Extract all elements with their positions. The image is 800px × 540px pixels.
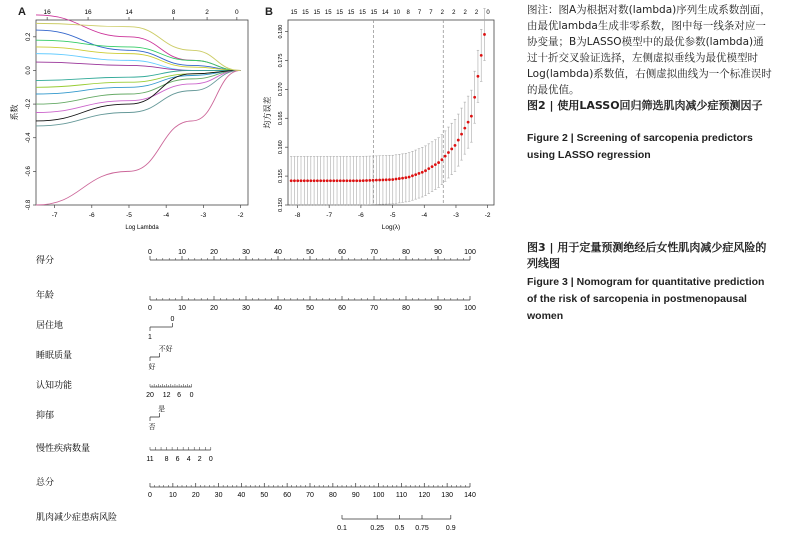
nomogram-row-label: 居住地 [36,320,64,330]
cv-point [300,179,303,182]
figure-3-title-en: Figure 3 | Nomogram for quantitative prediction of the risk of sarcopenia in postmenopausal women [527,276,765,322]
top-tick-label: 10 [393,10,401,16]
x-tick-label: -7 [326,212,333,219]
x-tick-label: -6 [88,212,95,219]
coef-path [36,30,241,70]
y-tick-label: 0.0 [26,66,32,75]
panel-a-label: A [18,6,26,18]
top-tick-label: 7 [417,10,422,16]
y-tick-label: 0.165 [278,111,284,126]
cv-point [316,179,319,182]
axis-tick-label: 不好 [158,346,173,353]
cv-point [339,179,342,182]
top-tick-label: 15 [347,10,355,16]
top-tick-label: 2 [440,10,445,16]
top-tick-label: 15 [336,10,343,16]
top-tick-label: 2 [452,10,456,16]
cv-point [401,177,404,180]
axis-tick-label: 80 [402,305,410,312]
coef-path [36,15,241,71]
axis-tick-label: 0 [189,392,194,399]
coef-path [36,70,241,120]
cv-point [290,179,293,182]
y-tick-label: 0.2 [26,32,32,41]
nomogram-row-label: 得分 [36,255,55,265]
axis-tick-label: 90 [351,492,360,499]
axis-tick-label: 10 [178,249,186,256]
cv-point [480,54,483,57]
axis-tick-label: 100 [464,249,476,256]
axis-tick-label: 0.1 [337,525,347,532]
cv-point [388,178,391,181]
cv-point [411,174,414,177]
top-tick-label: 14 [381,10,389,16]
cv-point [352,179,355,182]
axis-tick-label: 0 [148,492,152,499]
cv-point [329,179,332,182]
plot-frame [288,20,494,205]
cv-point [365,179,368,182]
top-tick-label: 0 [486,10,490,16]
axis-tick-label: 好 [148,364,156,371]
cv-point [427,167,430,170]
axis-tick-label: 否 [148,424,156,431]
axis-tick-label: 50 [260,492,269,499]
axis-tick-label: 0.25 [370,525,385,532]
coef-path [36,70,241,205]
nomogram-row-label: 认知功能 [36,380,73,390]
top-tick-label: 8 [171,9,176,16]
axis-tick-label: 70 [370,249,378,256]
axis-tick-label: 40 [237,492,246,499]
cv-point [309,179,312,182]
axis-tick-label: 10 [168,492,177,499]
axis-tick-label: 0.5 [394,525,405,532]
cv-point [470,115,473,118]
axis-tick-label: 1 [148,334,152,341]
cv-point [345,179,348,182]
axis-tick-label: 20 [191,492,200,499]
axis-tick-label: 10 [178,305,186,312]
cv-point [368,179,371,182]
axis-tick-label: 20 [210,249,218,256]
axis-tick-label: 80 [328,492,337,499]
cv-point [349,179,352,182]
axis-tick-label: 40 [274,249,282,256]
y-tick-label: -0.4 [26,132,32,143]
cv-point [463,127,466,130]
x-tick-label: -2 [237,212,244,219]
cv-point [293,179,296,182]
axis-tick-label: 是 [158,406,166,413]
cv-point [457,139,460,142]
figure-2-title-cn: 图2 | 使用LASSO回归筛选肌肉减少症预测因子 [527,99,763,112]
axis-tick-label: 100 [464,305,476,312]
nomogram-row-label: 抑郁 [36,410,55,420]
cv-point [454,144,457,147]
axis-tick-label: 4 [186,456,191,463]
top-tick-label: 14 [125,9,133,16]
top-tick-label: 0 [235,9,239,16]
x-tick-label: -7 [51,212,58,219]
cv-point [336,179,339,182]
cv-point [414,173,417,176]
axis-tick-label: 6 [175,456,180,463]
cv-point [483,33,486,36]
cv-point [447,151,450,154]
axis-tick-label: 110 [395,492,408,499]
cv-point [424,169,427,172]
axis-tick-label: 130 [441,492,453,499]
cv-point [306,179,309,182]
axis-tick-label: 12 [162,392,171,399]
cv-point [319,179,322,182]
axis-tick-label: 90 [434,249,442,256]
cv-point [323,179,326,182]
lasso-cv-plot [262,0,512,240]
cv-point [473,96,476,99]
cv-point [391,178,394,181]
x-axis-label: Log(λ) [381,224,401,231]
axis-tick-label: 60 [338,249,346,256]
top-tick-label: 2 [474,10,479,16]
cv-point [440,158,443,161]
axis-tick-label: 0 [148,305,152,312]
figure-2-note: 图注：图A为根据对数(lambda)序列生成系数剖面，由最优lambda生成非零系数，图中每一线条对应一协变量；B为LASSO模型中的最优参数(lambda)通过十折交叉验证选择，左侧虚拟垂线为最优模型时Log(lambda)系数值，右侧虚拟曲线为一个标准误时的最优值。 [527,4,772,96]
y-tick-label: -0.8 [26,199,32,211]
cv-point [421,171,424,174]
y-axis-label: 均方误差 [263,96,272,129]
axis-tick-label: 0.9 [445,525,456,532]
cv-point [359,179,362,182]
y-tick-label: 0.180 [278,24,284,39]
axis-tick-label: 20 [210,305,218,312]
top-tick-label: 15 [370,10,378,16]
figure-3-title-cn: 图3 | 用于定量预测绝经后女性肌肉减少症风险的列线图 [527,241,767,270]
top-tick-label: 2 [205,9,209,16]
axis-tick-label: 140 [464,492,476,499]
nomogram-row-label: 慢性疾病数量 [36,443,91,453]
cv-point [378,179,381,182]
axis-tick-label: 50 [306,305,314,312]
cv-point [395,178,398,181]
nomogram-row-label: 睡眠质量 [36,350,73,360]
axis-tick-label: 60 [283,492,292,499]
y-axis-label: 系数 [10,104,19,121]
nomogram-row-label: 年龄 [36,290,55,300]
axis-tick-label: 80 [402,249,410,256]
nomogram-row-label: 总分 [36,477,55,487]
cv-point [362,179,365,182]
cv-point [444,155,447,158]
axis-tick-label: 40 [274,305,282,312]
cv-point [372,179,375,182]
top-tick-label: 15 [313,10,321,16]
lasso-coefficient-plot [0,0,260,240]
axis-tick-label: 100 [372,492,385,499]
cv-point [450,148,453,151]
cv-point [434,163,437,166]
axis-tick-label: 0 [148,249,152,256]
cv-point [375,179,378,182]
top-tick-label: 8 [406,10,410,16]
x-tick-label: -3 [453,212,459,219]
y-tick-label: 0.160 [278,140,284,155]
cv-point [418,172,421,175]
cv-point [355,179,358,182]
cv-point [437,161,440,164]
cv-point [398,177,401,180]
cv-point [313,179,316,182]
x-tick-label: -4 [163,212,170,219]
y-tick-label: -0.2 [26,98,32,110]
cv-point [326,179,329,182]
x-tick-label: -2 [484,212,491,219]
y-tick-label: 0.155 [278,169,284,183]
axis-tick-label: 30 [242,249,250,256]
axis-tick-label: 60 [338,305,346,312]
top-tick-label: 7 [429,10,433,16]
cv-point [404,176,407,179]
axis-tick-label: 50 [306,249,314,256]
axis-tick-label: 8 [164,456,169,463]
axis-tick-label: 0 [208,456,213,463]
x-tick-label: -5 [389,212,396,219]
y-tick-label: 0.150 [278,198,284,212]
x-tick-label: -3 [200,212,207,219]
axis-tick-label: 20 [146,392,154,399]
figure-2-title-en: Figure 2 | Screening of sarcopenia predictors using LASSO regression [527,132,753,161]
top-tick-label: 2 [463,10,467,16]
cv-point [303,179,306,182]
cv-point [382,179,385,182]
axis-tick-label: 2 [197,456,202,463]
top-tick-label: 15 [290,10,298,16]
x-tick-label: -5 [126,212,132,219]
axis-tick-label: 0.75 [415,525,429,532]
y-tick-label: -0.6 [26,166,32,177]
y-tick-label: 0.175 [278,53,284,68]
cv-point [296,179,299,182]
axis-tick-label: 6 [177,392,182,399]
x-tick-label: -4 [421,212,428,219]
axis-tick-label: 70 [306,492,314,499]
top-tick-label: 16 [43,9,51,16]
axis-tick-label: 120 [418,492,431,499]
top-tick-label: 16 [84,9,92,16]
nomogram-row-label: 肌肉减少症患病风险 [36,512,118,522]
cv-point [477,75,480,78]
x-axis-label: Log Lambda [125,225,159,231]
axis-tick-label: 90 [434,305,442,312]
coef-path [36,70,241,80]
cv-point [332,179,335,182]
y-tick-label: 0.170 [278,82,284,97]
axis-tick-label: 30 [242,305,250,312]
cv-point [342,179,345,182]
axis-tick-label: 70 [370,305,378,312]
panel-b-label: B [265,6,273,18]
x-tick-label: -8 [294,212,301,219]
x-tick-label: -6 [358,212,364,219]
cv-point [385,178,388,181]
cv-point [408,176,411,179]
cv-point [431,165,434,168]
top-tick-label: 15 [324,10,332,16]
nomogram [0,240,520,540]
cv-point [467,121,470,124]
axis-tick-label: 11 [146,456,154,463]
axis-tick-label: 30 [214,492,223,499]
top-tick-label: 15 [302,10,309,16]
cv-point [460,133,463,136]
axis-tick-label: 0 [170,316,175,323]
top-tick-label: 15 [359,10,366,16]
